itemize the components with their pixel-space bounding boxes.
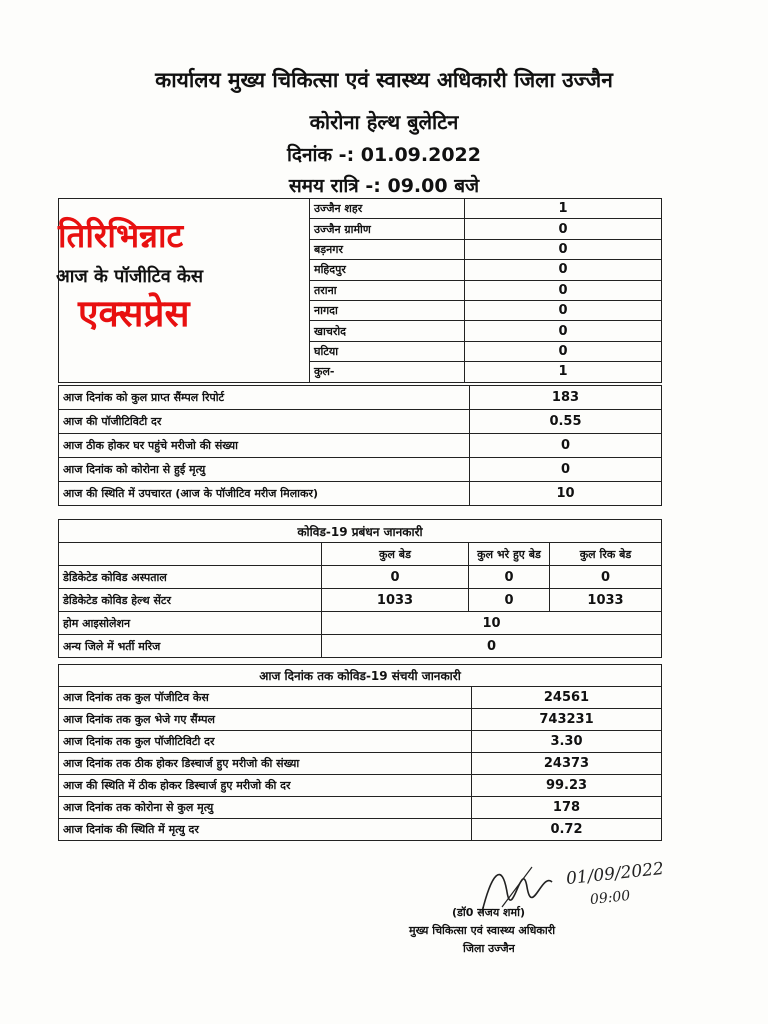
area-total-value: 1	[465, 362, 662, 382]
table-row	[59, 458, 662, 482]
section-title: कोविड-19 प्रबंधन जानकारी	[59, 520, 662, 543]
table-row	[59, 612, 662, 635]
area-total-label: कुल-	[310, 362, 465, 382]
table-row	[59, 753, 662, 775]
cell-value: 0	[550, 566, 662, 589]
today-label: आज ठीक होकर घर पहुंचे मरीजो की संख्या	[59, 434, 470, 458]
row-label: होम आइसोलेशन	[59, 612, 322, 635]
area-label: तराना	[310, 280, 465, 300]
handwritten-date: 01/09/2022	[565, 858, 665, 890]
stamp-brand: तिरिभिन्नाट	[58, 216, 184, 255]
table-row	[59, 731, 662, 753]
area-value: 0	[465, 260, 662, 280]
handwritten-time: 09:00	[589, 887, 632, 909]
cell-value: 0	[469, 589, 550, 612]
column-header: कुल भरे हुए बेड	[469, 543, 550, 566]
cell-value: 0	[322, 566, 469, 589]
column-header: कुल रिक बेड	[550, 543, 662, 566]
area-value: 0	[465, 219, 662, 239]
cumulative-value: 3.30	[472, 731, 662, 753]
column-header: कुल बेड	[322, 543, 469, 566]
cumulative-label: आज दिनांक तक कुल पॉजीटिविटी दर	[59, 731, 472, 753]
cumulative-value: 743231	[472, 709, 662, 731]
area-value: 0	[465, 341, 662, 361]
area-value: 0	[465, 300, 662, 320]
today-value: 0.55	[470, 410, 662, 434]
table-row	[59, 687, 662, 709]
table-row	[59, 434, 662, 458]
table-row	[59, 386, 662, 410]
cumulative-value: 24373	[472, 753, 662, 775]
bulletin-date: दिनांक -: 01.09.2022	[287, 144, 481, 166]
cumulative-table	[58, 664, 662, 841]
today-value: 10	[470, 482, 662, 506]
today-value: 183	[470, 386, 662, 410]
officer-name: (डॉ0 संजय शर्मा)	[452, 906, 525, 919]
table-row	[59, 543, 662, 566]
section-title: आज दिनांक तक कोविड-19 संचयी जानकारी	[59, 665, 662, 687]
today-label: आज दिनांक को कुल प्राप्त सैंम्पल रिपोर्ट	[59, 386, 470, 410]
table-row	[59, 819, 662, 841]
officer-designation: मुख्य चिकित्सा एवं स्वास्थ्य अधिकारी	[409, 924, 556, 937]
cell-value: 0	[322, 635, 662, 658]
today-label: आज की स्थिति में उपचारत (आज के पॉजीटिव मरीज मिलाकर)	[59, 482, 470, 506]
bulletin-title: कोरोना हेल्थ बुलेटिन	[309, 110, 459, 134]
table-row	[59, 665, 662, 687]
cumulative-label: आज दिनांक तक कुल पॉजीटिव केस	[59, 687, 472, 709]
table-row	[59, 520, 662, 543]
area-label: उज्जैन ग्रामीण	[310, 219, 465, 239]
cumulative-value: 0.72	[472, 819, 662, 841]
cumulative-label: आज दिनांक तक कुल भेजे गए सैंम्पल	[59, 709, 472, 731]
cumulative-value: 24561	[472, 687, 662, 709]
cumulative-label: आज दिनांक तक कोरोना से कुल मृत्यु	[59, 797, 472, 819]
cell-value: 0	[469, 566, 550, 589]
area-value: 0	[465, 280, 662, 300]
area-label: घटिया	[310, 341, 465, 361]
table-row	[59, 589, 662, 612]
today-table	[58, 385, 662, 506]
area-value: 1	[465, 199, 662, 219]
cell-value: 1033	[550, 589, 662, 612]
cumulative-label: आज दिनांक तक ठीक होकर डिस्चार्ज हुए मरीजो की संख्या	[59, 753, 472, 775]
officer-district: जिला उज्जैन	[463, 942, 515, 955]
table-row	[59, 709, 662, 731]
bulletin-time: समय रात्रि -: 09.00 बजे	[288, 175, 480, 197]
area-label: खाचरोद	[310, 321, 465, 341]
area-label: महिदपुर	[310, 260, 465, 280]
office-title: कार्यालय मुख्य चिकित्सा एवं स्वास्थ्य अधिकारी जिला उज्जैन	[155, 68, 613, 92]
stamp-brand-2: एक्सप्रेस	[78, 292, 190, 335]
row-label: डेडिकेटेड कोविड हेल्थ सेंटर	[59, 589, 322, 612]
table-row	[59, 566, 662, 589]
today-value: 0	[470, 458, 662, 482]
table-row	[59, 775, 662, 797]
stamp-caption: आज के पॉजीटिव केस	[56, 266, 204, 287]
area-label: बड़नगर	[310, 239, 465, 259]
today-value: 0	[470, 434, 662, 458]
area-label: उज्जैन शहर	[310, 199, 465, 219]
area-value: 0	[465, 321, 662, 341]
cumulative-label: आज दिनांक की स्थिति में मृत्यु दर	[59, 819, 472, 841]
cumulative-label: आज की स्थिति में ठीक होकर डिस्चार्ज हुए मरीजो की दर	[59, 775, 472, 797]
blank-header	[59, 543, 322, 566]
cell-value: 10	[322, 612, 662, 635]
table-row	[59, 410, 662, 434]
row-label: अन्य जिले में भर्ती मरिज	[59, 635, 322, 658]
table-row	[59, 482, 662, 506]
management-table	[58, 519, 662, 658]
cumulative-value: 178	[472, 797, 662, 819]
area-value: 0	[465, 239, 662, 259]
today-label: आज की पॉजीटिविटी दर	[59, 410, 470, 434]
cumulative-value: 99.23	[472, 775, 662, 797]
table-row	[59, 797, 662, 819]
row-label: डेडिकेटेड कोविड अस्पताल	[59, 566, 322, 589]
table-row	[59, 635, 662, 658]
today-label: आज दिनांक को कोरोना से हुई मृत्यु	[59, 458, 470, 482]
area-label: नागदा	[310, 300, 465, 320]
cell-value: 1033	[322, 589, 469, 612]
